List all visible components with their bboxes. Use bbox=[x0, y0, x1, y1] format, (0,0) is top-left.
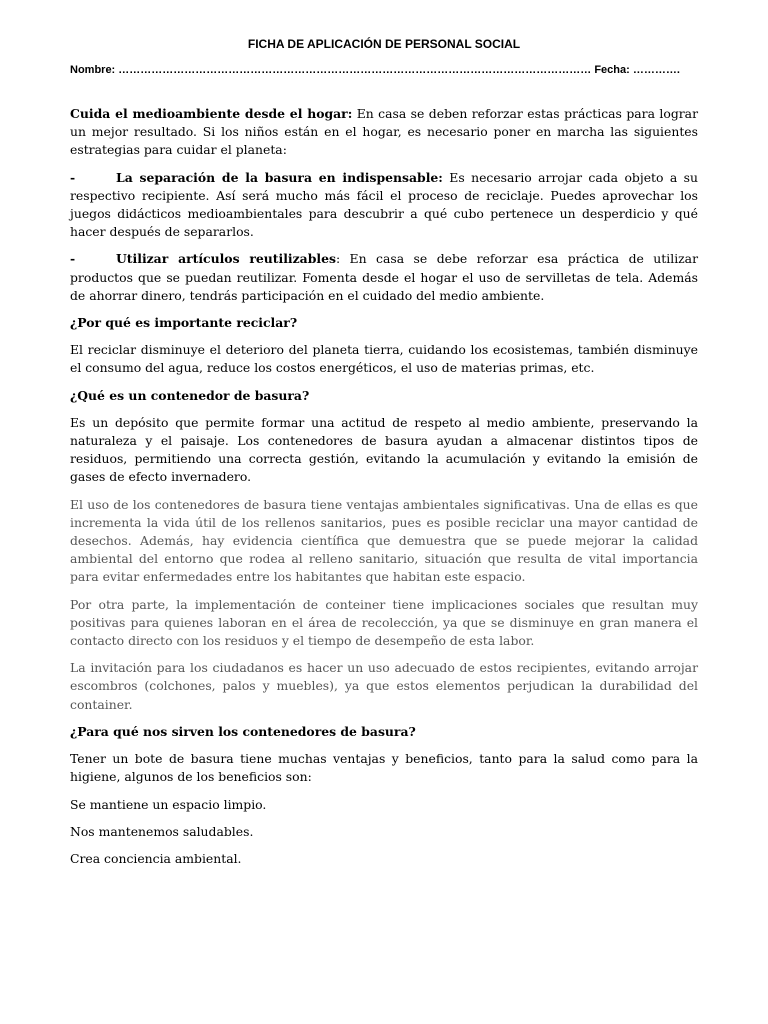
document-title: FICHA DE APLICACIÓN DE PERSONAL SOCIAL bbox=[247, 37, 521, 51]
intro-heading: Cuida el medioambiente desde el hogar: bbox=[70, 106, 353, 121]
question-uses-answer: Tener un bote de basura tiene muchas ventajas y beneficios, tanto para la salud como para la higiene, algunos de los beneficios son: bbox=[70, 751, 698, 785]
container-advantages-paragraph: El uso de los contenedores de basura tiene ventajas ambientales significativas. Una de ellas es que incrementa la vida útil de los rellenos sanitarios, pues es posible reciclar una mayor cantidad de desechos. Además, hay evidencia científica que demuestra que se puede mejorar la calidad ambiental del entorno que rodea al relleno sanitario, situación que resulta de vital importancia para evitar enfermedades entre los habitantes que habitan este espacio. bbox=[70, 496, 698, 585]
bullet-heading: Utilizar artículos reutilizables bbox=[116, 251, 336, 267]
intro-paragraph bbox=[70, 105, 698, 160]
question-uses-heading: ¿Para qué nos sirven los contenedores de basura? bbox=[70, 723, 416, 739]
bullet-reusable bbox=[70, 250, 698, 305]
container-social-paragraph: Por otra parte, la implementación de conteiner tiene implicaciones sociales que resultan muy positivas para quienes laboran en el área de recolección, ya que se disminuye en gran manera el contacto directo con los residuos y el tiempo de desempeño de esta labor. bbox=[70, 596, 698, 649]
bullet-heading: La separación de la basura en indispensable: bbox=[116, 169, 443, 185]
bullet-text: : En casa se debe reforzar esa práctica de utilizar productos que se puedan reutilizar. Fomenta desde el hogar el uso de servilletas de tela. Además de ahorrar dinero, tendrás participación en el cuidado del medio ambiente. bbox=[70, 251, 698, 303]
container-invitation-paragraph: La invitación para los ciudadanos es hacer un uso adecuado de estos recipientes, evitando arrojar escombros (colchones, palos y muebles), ya que estos elementos perjudican la durabilidad del container. bbox=[70, 660, 698, 712]
name-date-line: Nombre: ………………………………………………………………………………………………………………… Fecha: …………. bbox=[70, 64, 680, 76]
bullet-separation bbox=[70, 169, 698, 242]
question-container-answer: Es un depósito que permite formar una actitud de respeto al medio ambiente, preservando la naturaleza y el paisaje. Los contenedores de basura ayudan a almacenar distintos tipos de residuos, permitiendo una correcta gestión, evitando la acumulación y evitando la emisión de gases de efecto invernadero. bbox=[70, 414, 698, 485]
bullet-marker: - bbox=[70, 251, 76, 267]
bullet-marker: - bbox=[70, 169, 76, 185]
question-container-heading: ¿Qué es un contenedor de basura? bbox=[70, 387, 310, 403]
benefit-item: Crea conciencia ambiental. bbox=[70, 850, 242, 866]
document-body bbox=[70, 105, 698, 877]
benefit-item: Se mantiene un espacio limpio. bbox=[70, 796, 267, 812]
bullet-text: Es necesario arrojar cada objeto a su respectivo recipiente. Así será mucho más fácil el proceso de reciclaje. Puedes aprovechar los juegos didácticos medioambientales para descubrir a qué cubo pertenece un desperdicio y qué hacer después de separarlos. bbox=[70, 169, 698, 240]
intro-text: En casa se deben reforzar estas prácticas para lograr un mejor resultado. Si los niños están en el hogar, es necesario poner en marcha las siguientes estrategias para cuidar el planeta: bbox=[70, 106, 698, 158]
question-recycle-heading: ¿Por qué es importante reciclar? bbox=[70, 315, 298, 331]
benefit-item: Nos mantenemos saludables. bbox=[70, 823, 254, 839]
question-recycle-answer: El reciclar disminuye el deterioro del planeta tierra, cuidando los ecosistemas, también disminuye el consumo del agua, reduce los costos energéticos, el uso de materias primas, etc. bbox=[70, 342, 698, 376]
